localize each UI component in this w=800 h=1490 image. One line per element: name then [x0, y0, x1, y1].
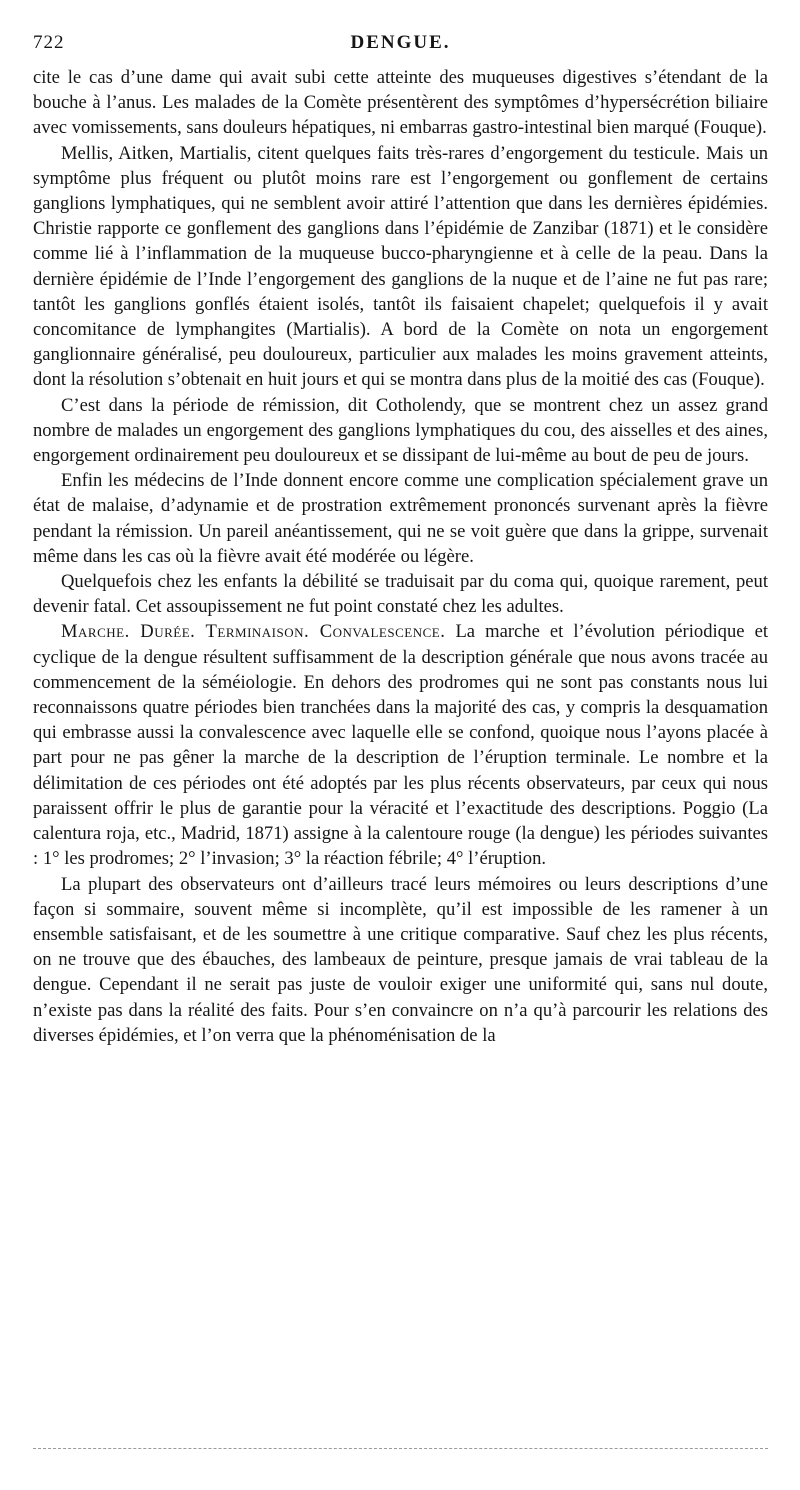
paragraph-1-text: cite le cas d’une dame qui avait subi cette atteinte des muqueuses digestives s’étendant de la bouche à l’anus. Les malades de la Comète présentèrent des symptômes d’hypersécrétion biliaire avec vomissements, sans douleurs hépatiques, ni embarras gastro-intestinal bien marqué (Fouque).	[33, 67, 768, 139]
footer-rule	[33, 1448, 768, 1449]
paragraph-1	[33, 65, 768, 141]
body-text	[33, 65, 768, 1048]
paragraph-4	[33, 468, 768, 569]
paragraph-3-text: C’est dans la période de rémission, dit Cotholendy, que se montrent chez un assez grand nombre de malades un engorgement des ganglions lymphatiques du cou, des aisselles et des aines, engorgement ordinairement peu douloureux et se dissipant de lui-même au bout de peu de jours.	[33, 394, 768, 467]
page-number: 722	[33, 32, 65, 53]
paragraph-5-text: Quelquefois chez les enfants la débilité se traduisait par du coma qui, quoique rarement, peut devenir fatal. Cet assoupissement ne fut point constaté chez les adultes.	[33, 571, 768, 618]
paragraph-7	[33, 872, 768, 1048]
paragraph-2	[33, 141, 768, 393]
paragraph-7-text: La plupart des observateurs ont d’ailleurs tracé leurs mémoires ou leurs descriptions d’une façon si sommaire, souvent même si incomplète, qu’il est impossible de les ramener à un ensemble satisfaisant, et de les soumettre à une critique comparative. Sauf chez les plus récents, on ne trouve que des ébauches, des lambeaux de peinture, presque jamais de vrai tableau de la dengue. Cependant il ne serait pas juste de vouloir exiger une uniformité qui, sans nul doute, n’existe pas dans la réalité des faits. Pour s’en convaincre on n’a qu’à parcourir les relations des diverses épidémies, et l’on verra que la phénoménisation de la	[33, 873, 768, 1046]
book-page	[33, 30, 768, 1048]
section-heading: Marche. Durée. Terminaison. Convalescence.	[61, 621, 446, 643]
paragraph-3	[33, 393, 768, 469]
running-title: DENGUE.	[350, 32, 451, 53]
paragraph-6	[33, 619, 768, 871]
paragraph-2-text: Mellis, Aitken, Martialis, citent quelques faits très-rares d’engorgement du testicule. Mais un symptôme plus fréquent ou plutôt moins rare est l’engorgement ou gonflement de certains ganglions lymphatiques, qui ne semblent avoir attiré l’attention que dans les dernières épidémies. Christie rapporte ce gonflement des ganglions dans l’épidémie de Zanzibar (1871) et le considère comme lié à l’inflammation de la muqueuse bucco-pharyngienne et à celle de la peau. Dans la dernière épidémie de l’Inde l’engorgement des ganglions de la nuque et de l’aine ne fut pas rare; tantôt les ganglions gonflés étaient isolés, tantôt ils faisaient chapelet; quelquefois il y avait concomitance de lymphangites (Martialis). A bord de la Comète on nota un engorgement ganglionnaire généralisé, peu douloureux, particulier aux malades les moins gravement atteints, dont la résolution s’obtenait en huit jours et qui se montra dans plus de la moitié des cas (Fouque).	[33, 142, 768, 391]
paragraph-4-text: Enfin les médecins de l’Inde donnent encore comme une complication spécialement grave un état de malaise, d’adynamie et de prostration extrêmement prononcés survenant après la fièvre pendant la rémission. Un pareil anéantissement, qui ne se voit guère que dans la grippe, survenait même dans les cas où la fièvre avait été modérée ou légère.	[33, 470, 768, 567]
running-head	[33, 30, 768, 56]
paragraph-5	[33, 569, 768, 619]
paragraph-6-text: La marche et l’évolution périodique et cyclique de la dengue résultent suffisamment de la description générale que nous avons tracée au commencement de la séméiologie. En dehors des prodromes qui ne sont pas constants nous lui reconnaissons quatre périodes bien tranchées dans la majorité des cas, y compris la desquamation qui embrasse aussi la convalescence avec laquelle elle se confond, quoique nous l’ayons placée à part pour ne pas gêner la marche de la description de l’éruption terminale. Le nombre et la délimitation de ces périodes ont été adoptés par les plus récents observateurs, par ceux qui nous paraissent offrir le plus de garantie pour la véracité et l’exactitude des descriptions. Poggio (La calentura roja, etc., Madrid, 1871) assigne à la calentoure rouge (la dengue) les périodes suivantes : 1° les prodromes; 2° l’invasion; 3° la réaction fébrile; 4° l’éruption.	[33, 621, 768, 870]
